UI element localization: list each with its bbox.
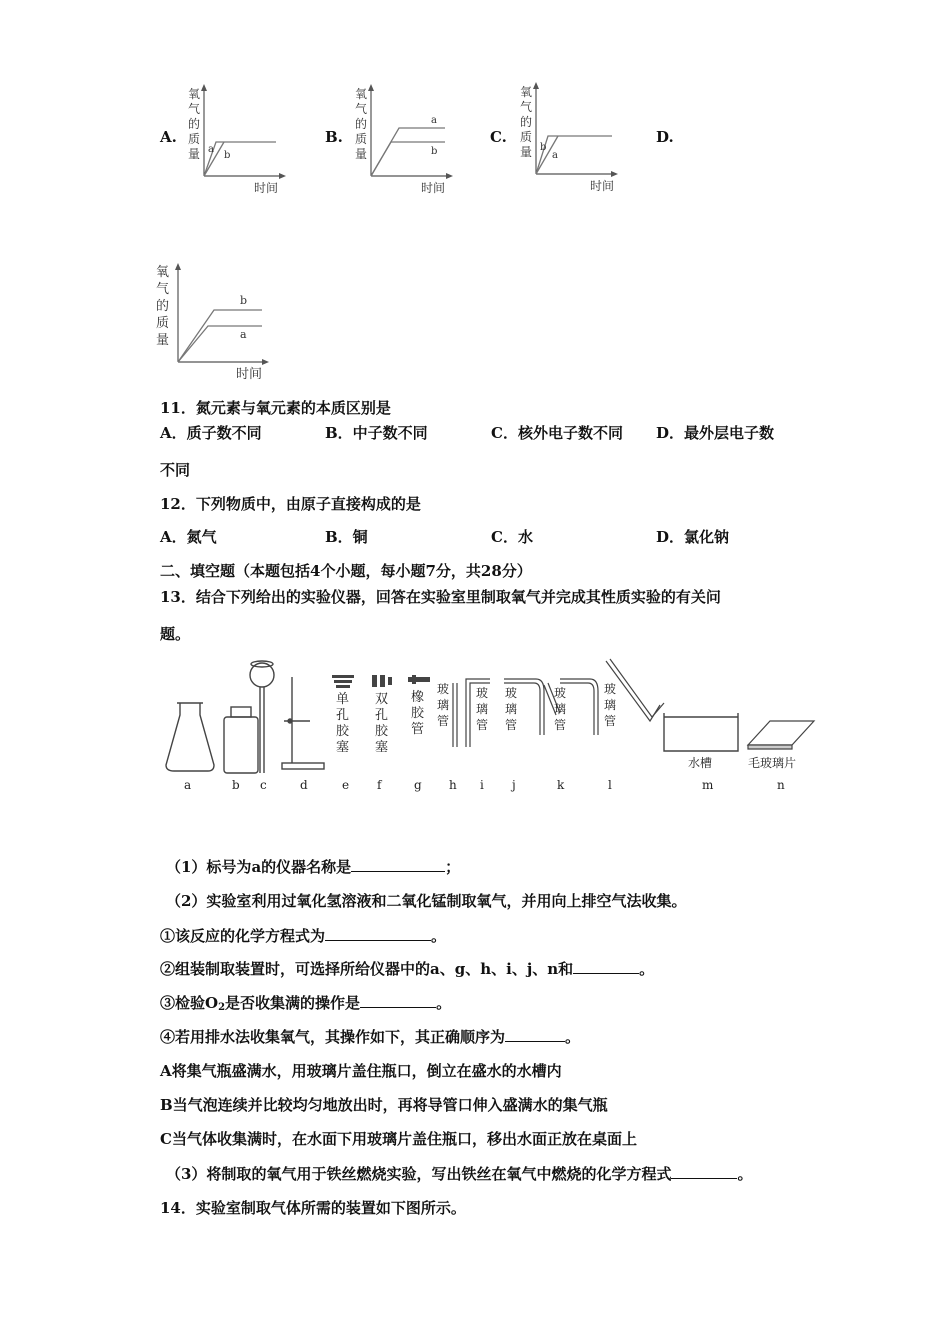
answer-blank[interactable] bbox=[325, 926, 431, 941]
svg-text:璃: 璃 bbox=[604, 698, 617, 712]
glass-tube-h bbox=[453, 683, 457, 747]
svg-text:a: a bbox=[552, 150, 558, 161]
q13-stem-line2: 题。 bbox=[160, 625, 191, 643]
x-axis-label: 时间 bbox=[254, 181, 279, 195]
svg-text:气: 气 bbox=[188, 102, 201, 116]
svg-text:h: h bbox=[449, 778, 457, 792]
svg-text:量: 量 bbox=[188, 147, 201, 161]
iron-stand bbox=[282, 677, 324, 769]
svg-text:塞: 塞 bbox=[336, 740, 350, 755]
q11-option-a[interactable]: A．质子数不同 bbox=[160, 424, 262, 442]
svg-text:氧: 氧 bbox=[520, 85, 533, 99]
water-trough bbox=[664, 713, 738, 751]
svg-text:胶: 胶 bbox=[411, 706, 425, 721]
svg-text:玻: 玻 bbox=[437, 682, 450, 696]
svg-text:a: a bbox=[240, 328, 247, 341]
glass-plate bbox=[748, 721, 814, 749]
answer-blank[interactable] bbox=[671, 1164, 737, 1179]
svg-text:b: b bbox=[431, 146, 438, 157]
q13-step-a: A将集气瓶盛满水，用玻璃片盖住瓶口，倒立在盛水的水槽内 bbox=[160, 1062, 562, 1080]
q11-stem: 11．氮元素与氧元素的本质区别是 bbox=[160, 399, 391, 417]
svg-text:l: l bbox=[608, 778, 612, 792]
q12-option-a[interactable]: A．氮气 bbox=[160, 528, 217, 546]
svg-text:玻: 玻 bbox=[476, 686, 489, 700]
q13-stem-line1: 13．结合下列给出的实验仪器，回答在实验室里制取氧气并完成其性质实验的有关问 bbox=[160, 588, 721, 606]
svg-text:毛玻璃片: 毛玻璃片 bbox=[748, 756, 797, 770]
q10-option-d bbox=[152, 258, 272, 383]
svg-text:时间: 时间 bbox=[421, 181, 446, 195]
svg-text:g: g bbox=[414, 778, 422, 792]
double-hole-stopper bbox=[372, 675, 392, 687]
curve-label: b bbox=[224, 150, 231, 161]
q13-part2-1: ①该反应的化学方程式为 。 bbox=[160, 927, 447, 945]
graph-b bbox=[351, 80, 455, 198]
q12-option-c[interactable]: C．水 bbox=[491, 528, 533, 546]
svg-text:时间: 时间 bbox=[590, 179, 615, 193]
section-heading: 二、填空题（本题包括4个小题，每小题7分，共28分） bbox=[160, 562, 532, 580]
q13-part2-2: ②组装制取装置时，可选择所给仪器中的a、g、h、i、j、n和 。 bbox=[160, 960, 655, 978]
answer-blank[interactable] bbox=[351, 857, 445, 872]
answer-blank[interactable] bbox=[573, 959, 639, 974]
apparatus-letters bbox=[184, 778, 785, 792]
y-axis-label bbox=[188, 87, 200, 161]
svg-text:a: a bbox=[431, 115, 437, 126]
q11-option-c[interactable]: C．核外电子数不同 bbox=[491, 424, 623, 442]
svg-text:气: 气 bbox=[156, 282, 170, 297]
option-letter: A. bbox=[160, 128, 177, 146]
q11-option-d-wrap: 不同 bbox=[160, 461, 191, 479]
svg-text:管: 管 bbox=[554, 718, 567, 732]
svg-text:玻: 玻 bbox=[604, 682, 617, 696]
glass-tube-k bbox=[544, 679, 598, 735]
svg-text:塞: 塞 bbox=[375, 740, 389, 755]
svg-text:管: 管 bbox=[505, 718, 518, 732]
option-letter-d: D. bbox=[656, 128, 674, 146]
svg-text:m: m bbox=[702, 778, 714, 792]
q12-option-b[interactable]: B．铜 bbox=[325, 528, 368, 546]
svg-text:管: 管 bbox=[476, 718, 489, 732]
svg-text:双: 双 bbox=[375, 692, 389, 707]
q13-step-c: C当气体收集满时，在水面下用玻璃片盖住瓶口，移出水面正放在桌面上 bbox=[160, 1130, 637, 1148]
conical-flask bbox=[166, 703, 214, 771]
svg-text:a: a bbox=[184, 778, 192, 792]
svg-text:璃: 璃 bbox=[554, 702, 567, 716]
apparatus-figure bbox=[160, 655, 820, 800]
svg-text:单: 单 bbox=[336, 692, 350, 707]
svg-text:胶: 胶 bbox=[375, 724, 389, 739]
q13-part3: （3）将制取的氧气用于铁丝燃烧实验，写出铁丝在氧气中燃烧的化学方程式 。 bbox=[166, 1165, 753, 1183]
q13-part2-3: ③检验$O_2$是否收集满的操作是 。 bbox=[160, 994, 452, 1013]
svg-text:玻: 玻 bbox=[505, 686, 518, 700]
option-letter: C. bbox=[490, 128, 507, 146]
svg-text:璃: 璃 bbox=[476, 702, 489, 716]
graph-a bbox=[184, 80, 288, 198]
svg-text:j: j bbox=[512, 778, 516, 792]
svg-text:氧: 氧 bbox=[156, 265, 170, 280]
curve-label: a bbox=[208, 144, 214, 155]
q11-option-b[interactable]: B．中子数不同 bbox=[325, 424, 428, 442]
graph-d bbox=[152, 258, 272, 382]
svg-text:时间: 时间 bbox=[236, 367, 263, 382]
svg-text:n: n bbox=[777, 778, 785, 792]
svg-text:孔: 孔 bbox=[375, 708, 389, 723]
q13-part2-4: ④若用排水法收集氧气，其操作如下，其正确顺序为 。 bbox=[160, 1028, 581, 1046]
svg-text:质: 质 bbox=[355, 132, 368, 146]
svg-text:玻: 玻 bbox=[554, 686, 567, 700]
svg-text:k: k bbox=[557, 778, 565, 792]
svg-text:d: d bbox=[300, 778, 308, 792]
svg-text:b: b bbox=[232, 778, 240, 792]
svg-text:氧: 氧 bbox=[188, 87, 201, 101]
svg-text:胶: 胶 bbox=[336, 724, 350, 739]
svg-text:璃: 璃 bbox=[505, 702, 518, 716]
svg-text:氧: 氧 bbox=[355, 87, 368, 101]
q11-option-d[interactable]: D．最外层电子数 bbox=[656, 424, 775, 442]
svg-text:管: 管 bbox=[411, 722, 425, 737]
svg-text:气: 气 bbox=[520, 100, 533, 114]
svg-text:璃: 璃 bbox=[437, 698, 450, 712]
svg-text:管: 管 bbox=[437, 714, 450, 728]
svg-text:量: 量 bbox=[156, 333, 170, 348]
svg-text:橡: 橡 bbox=[411, 690, 425, 705]
q13-part2: （2）实验室利用过氧化氢溶液和二氧化锰制取氧气，并用向上排空气法收集。 bbox=[166, 892, 687, 910]
q13-part1: （1）标号为a的仪器名称是 ； bbox=[166, 858, 461, 876]
q12-option-d[interactable]: D．氯化钠 bbox=[656, 528, 730, 546]
q12-stem: 12．下列物质中，由原子直接构成的是 bbox=[160, 495, 421, 513]
svg-text:量: 量 bbox=[520, 145, 533, 159]
svg-text:孔: 孔 bbox=[336, 708, 350, 723]
svg-text:管: 管 bbox=[604, 714, 617, 728]
answer-blank[interactable] bbox=[505, 1027, 565, 1042]
svg-text:e: e bbox=[342, 778, 350, 792]
svg-text:c: c bbox=[260, 778, 267, 792]
svg-text:的: 的 bbox=[520, 115, 533, 129]
svg-text:b: b bbox=[240, 294, 248, 307]
q10-option-b bbox=[325, 80, 455, 200]
answer-blank[interactable] bbox=[360, 993, 436, 1008]
gas-bottle bbox=[224, 707, 258, 773]
svg-text:的: 的 bbox=[188, 117, 201, 131]
option-letter: B. bbox=[325, 128, 343, 146]
rubber-tube bbox=[408, 675, 430, 684]
svg-text:质: 质 bbox=[156, 316, 170, 331]
svg-text:质: 质 bbox=[188, 132, 201, 146]
svg-text:的: 的 bbox=[355, 117, 368, 131]
svg-text:b: b bbox=[540, 142, 547, 153]
q13-step-b: B当气泡连续并比较均匀地放出时，再将导管口伸入盛满水的集气瓶 bbox=[160, 1096, 608, 1114]
svg-text:量: 量 bbox=[355, 147, 368, 161]
svg-text:的: 的 bbox=[156, 299, 170, 314]
svg-text:i: i bbox=[480, 778, 484, 792]
q10-option-a bbox=[158, 80, 288, 200]
graph-c bbox=[516, 78, 620, 196]
single-hole-stopper bbox=[332, 675, 354, 688]
svg-text:f: f bbox=[377, 778, 382, 792]
svg-text:质: 质 bbox=[520, 130, 533, 144]
svg-text:气: 气 bbox=[355, 102, 368, 116]
svg-text:水槽: 水槽 bbox=[688, 756, 713, 770]
q14-stem: 14．实验室制取气体所需的装置如下图所示。 bbox=[160, 1199, 466, 1217]
q10-option-c bbox=[490, 78, 620, 198]
